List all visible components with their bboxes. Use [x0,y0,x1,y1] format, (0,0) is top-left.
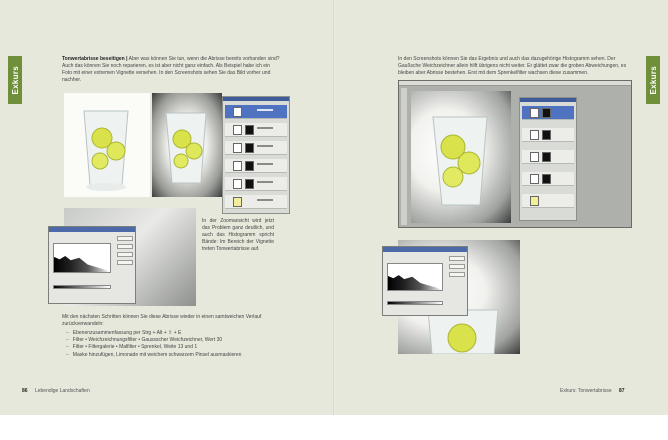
exkurs-tab-right: Exkurs [646,56,660,104]
panel-titlebar [223,97,289,101]
output-gradient [387,301,443,305]
page-gutter [333,0,335,415]
layers-panel [519,97,577,221]
layer-row[interactable] [522,106,574,120]
load-button[interactable] [117,252,133,257]
steps-intro: Mit den nächsten Schritten können Sie diese Abrisse wieder in einen samtweichen Verlauf zurückverwandeln: [62,314,262,327]
layer-row[interactable] [225,141,287,155]
histogram [387,263,443,291]
result-paragraph: In den Screenshots können Sie das Ergebnis und auch das dazugehörige Histogramm sehen. Der Gaußsche Weichzeichner allein hilft übrigens nicht weiter. Er glättet zwar die groben Abweichungen, es bleiben aber Abrisse bestehen. Erst mit dem Sprenkelfilter wachsen diese zusammen. [398,56,627,76]
steps-list [66,330,286,359]
exkurs-tab-left: Exkurs [8,56,22,104]
dialog-titlebar [49,227,135,232]
layer-row[interactable] [522,128,574,142]
chapter-label: Exkurs: Tonwertabrisse [560,388,612,394]
lemonade-glass-image [64,93,150,197]
layer-row[interactable] [522,150,574,164]
layer-row[interactable] [225,159,287,173]
side-paragraph: In der Zoomansicht wird jetzt das Problem ganz deutlich, und auch das Histogramm spricht Bände: Im Bereich der Vignette treten Tonwertabrisse auf. [202,218,274,252]
lemonade-glass-image [411,91,511,223]
footer-left [22,388,90,394]
levels-dialog-left [48,226,136,304]
page-number: 86 [22,388,28,394]
layer-row[interactable] [225,105,287,119]
cancel-button[interactable] [449,264,465,269]
list-item: – Maske hinzufügen, Limonade mit weichem schwarzem Pinsel ausmaskieren [66,352,286,359]
tools-panel [401,88,407,225]
lemonade-glass-image [152,93,222,197]
output-gradient [53,285,111,289]
photo-vignette [152,93,222,197]
intro-heading: Tonwertabrisse beseitigen | [62,56,128,62]
list-item: – Ebenenzusammenfassung per Strg + Alt + ⇧ + E [66,330,286,337]
load-button[interactable] [449,272,465,277]
photoshop-window [398,80,632,228]
ok-button[interactable] [449,256,465,261]
chapter-label: Lebendige Landschaften [34,388,90,394]
footer-right [560,388,625,394]
page-number: 87 [619,388,625,394]
levels-dialog-right [382,246,468,316]
histogram [53,243,111,273]
intro-paragraph [62,56,280,84]
layer-row[interactable] [225,195,287,209]
intro-body: Aber was können Sie tun, wenn die Abrisse bereits vorhanden sind? Auch das können Sie noch reparieren, es ist aber nicht ganz einfach. Als Beispiel habe ich ein Foto mit einer extremen Vignette versehen. In den Screenshots sehen Sie das Bild vorher und nachher. [62,56,280,83]
document-canvas [411,91,511,223]
layer-row[interactable] [522,194,574,208]
photo-before [64,93,150,197]
layer-row[interactable] [225,123,287,137]
dialog-titlebar [383,247,467,252]
cancel-button[interactable] [117,244,133,249]
ok-button[interactable] [117,236,133,241]
layer-row[interactable] [522,172,574,186]
layers-panel [222,96,290,214]
list-item: – Filter • Weichzeichnungsfilter • Gaussscher Weichzeichner, Wert 30 [66,337,286,344]
save-button[interactable] [117,260,133,265]
layer-row[interactable] [225,177,287,191]
menu-bar[interactable] [399,81,631,86]
list-item: – Filter • Filtergalerie • Malfilter • Sprenkel, Weite 13 und 1 [66,344,286,351]
